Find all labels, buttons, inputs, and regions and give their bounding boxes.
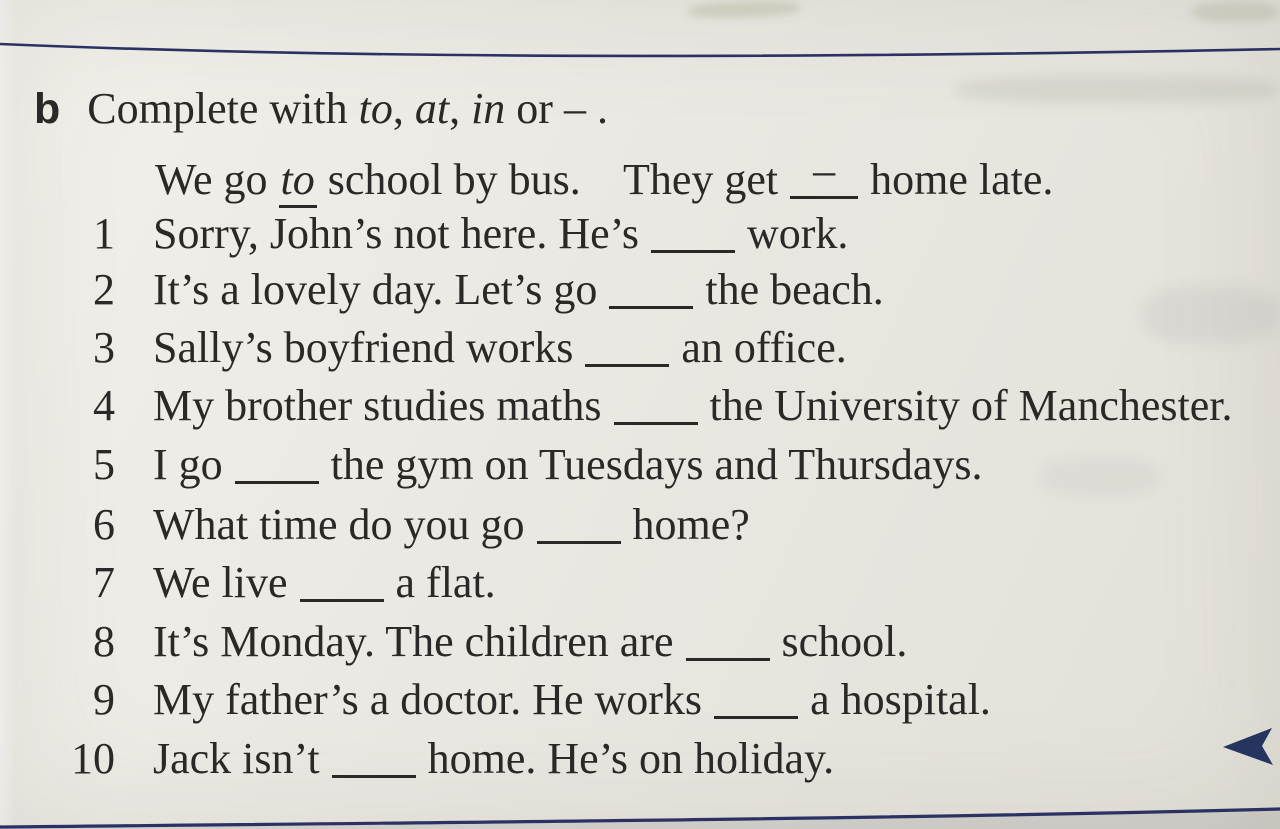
example2-sentence (623, 146, 1054, 204)
item-blank (585, 364, 669, 367)
item-sentence (153, 210, 848, 258)
item-blank (686, 658, 770, 661)
item-pre: Sally’s boyfriend works (153, 323, 574, 372)
exercise-letter: b (34, 85, 61, 133)
exercise-item (0, 559, 496, 607)
example2-blank (790, 146, 858, 199)
item-blank (714, 716, 798, 719)
exercise-item (0, 210, 848, 258)
item-sentence (153, 501, 750, 549)
item-pre: What time do you go (153, 500, 525, 549)
item-pre: It’s a lovely day. Let’s go (153, 265, 598, 314)
item-post: home? (632, 500, 750, 549)
bleed-through-smudge (1192, 2, 1278, 22)
item-number: 9 (93, 675, 115, 724)
item-number: 1 (93, 209, 115, 258)
item-blank (651, 250, 735, 253)
example1-post: school by bus. (327, 155, 581, 204)
item-pre: Jack isn’t (153, 734, 320, 783)
item-number: 4 (93, 381, 115, 430)
instruction-separator: , (392, 84, 404, 133)
back-arrow-icon (1216, 720, 1278, 770)
instruction-suffix: or – . (516, 84, 608, 133)
item-number: 3 (93, 323, 115, 372)
item-post: an office. (681, 323, 847, 372)
item-number: 8 (93, 617, 115, 666)
exercise-item (0, 266, 884, 314)
item-number: 2 (93, 265, 115, 314)
instruction-text (87, 85, 608, 133)
bleed-through-smudge (955, 76, 1277, 103)
exercise-item (0, 382, 1233, 430)
item-pre: I go (153, 440, 223, 489)
exercise-item (0, 441, 983, 489)
instruction-separator: , (449, 84, 461, 133)
item-pre: Sorry, John’s not here. He’s (153, 209, 639, 258)
item-sentence (153, 441, 983, 489)
item-number: 10 (71, 734, 115, 783)
instruction-prefix: Complete with (87, 84, 348, 133)
example1-sentence (155, 155, 581, 208)
example-row (155, 146, 1054, 204)
example2-pre: They get (623, 155, 779, 204)
item-post: the gym on Tuesdays and Thursdays. (330, 440, 983, 489)
page-bottom-edge-shade (0, 809, 1280, 829)
item-number: 5 (93, 440, 115, 489)
bottom-rule (0, 809, 1280, 827)
item-post: school. (781, 617, 908, 666)
example1-answer: to (279, 155, 317, 208)
item-number: 6 (93, 500, 115, 549)
item-blank (614, 422, 698, 425)
item-sentence (153, 735, 834, 783)
item-sentence (153, 266, 884, 314)
instruction-word-to: to (358, 84, 393, 133)
item-pre: It’s Monday. The children are (153, 617, 674, 666)
exercise-item (0, 324, 847, 372)
item-blank (537, 541, 621, 544)
item-post: the beach. (705, 265, 884, 314)
bleed-through-smudge (688, 0, 800, 19)
exercise-item (0, 501, 750, 549)
example1-pre: We go (155, 155, 268, 204)
bleed-through-smudge (1040, 458, 1160, 496)
instruction-word-in: in (471, 84, 506, 133)
item-sentence (153, 559, 496, 607)
example2-answer: – (813, 146, 836, 195)
item-pre: My brother studies maths (153, 381, 602, 430)
example2-post: home late. (870, 155, 1054, 204)
exercise-item (0, 618, 907, 666)
item-number: 7 (93, 558, 115, 607)
item-post: work. (746, 209, 849, 258)
item-sentence (153, 382, 1233, 430)
item-sentence (153, 618, 907, 666)
item-sentence (153, 676, 991, 724)
instruction-word-at: at (414, 84, 450, 133)
top-rule (0, 44, 1280, 56)
item-sentence (153, 324, 847, 372)
exercise-header (34, 85, 608, 133)
item-post: home. He’s on holiday. (427, 734, 835, 783)
item-post: a flat. (395, 558, 496, 607)
item-blank (609, 306, 693, 309)
item-blank (332, 775, 416, 778)
exercise-item (0, 676, 991, 724)
item-pre: My father’s a doctor. He works (153, 675, 703, 724)
item-pre: We live (153, 558, 288, 607)
item-blank (235, 481, 319, 484)
exercise-item (0, 735, 834, 783)
item-post: a hospital. (810, 675, 991, 724)
item-post: the University of Manchester. (709, 381, 1233, 430)
item-blank (300, 599, 384, 602)
bleed-through-smudge (1142, 286, 1280, 344)
